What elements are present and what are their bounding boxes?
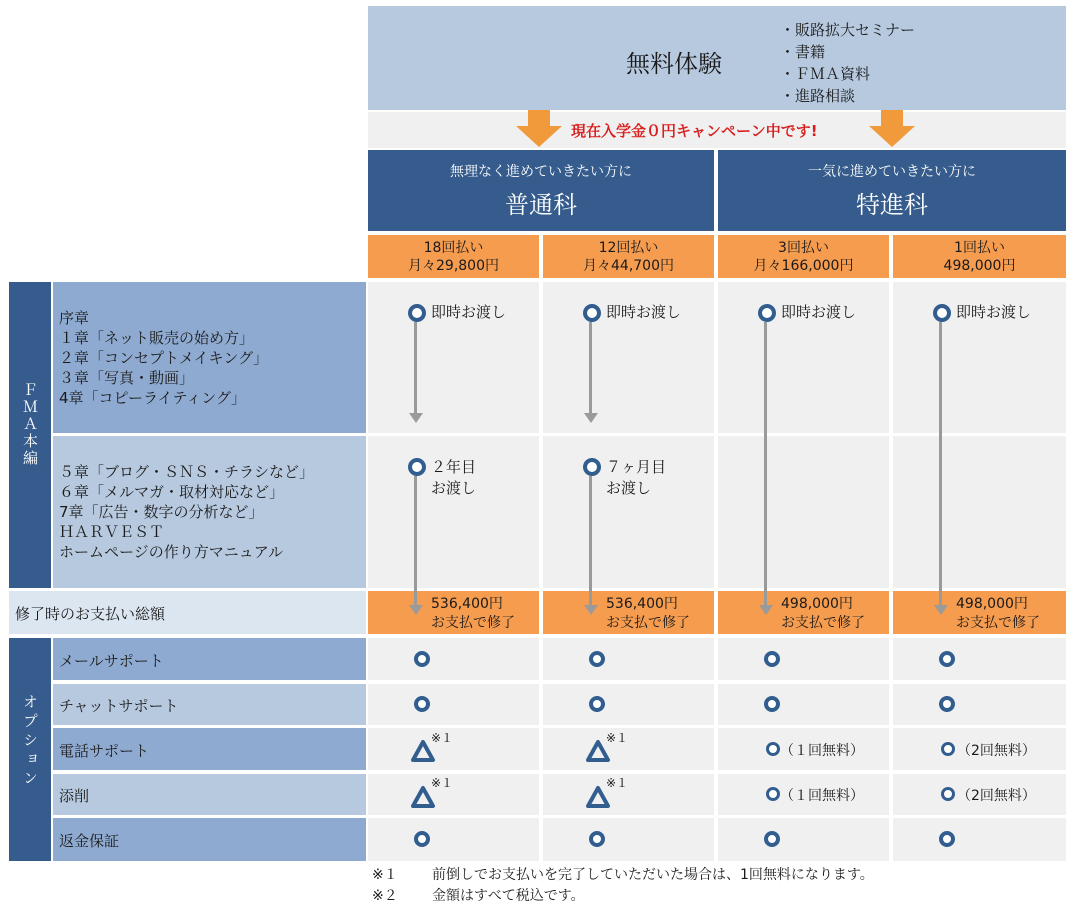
total-label-cell xyxy=(9,591,366,634)
plan-1 xyxy=(893,235,1066,278)
fma-part2-chapters: ５章「ブログ・ＳＮＳ・チラシなど」 ６章「メルマガ・取材対応など」 7章「広告・数字の分析など」 ＨＡＲＶＥＳＴ ホームページの作り方マニュアル xyxy=(59,463,315,561)
free-trial-item: ・進路相談 xyxy=(780,87,856,105)
option-name: メールサポート xyxy=(59,652,164,670)
arrow-head-icon xyxy=(584,605,598,615)
delivery-text: 即時お渡し xyxy=(606,303,682,321)
circle-mark-icon xyxy=(414,831,430,847)
free-trial-item: ・販路拡大セミナー xyxy=(780,21,916,39)
cell xyxy=(543,638,714,680)
circle-mark-icon xyxy=(766,742,780,756)
circle-mark-icon xyxy=(941,742,955,756)
flow-line xyxy=(589,476,592,606)
free-count: （１回無料） xyxy=(780,743,864,759)
arrow-head-icon xyxy=(759,605,773,615)
arrow-head-icon xyxy=(934,605,948,615)
total-value xyxy=(956,595,1040,633)
circle-mark-icon xyxy=(939,831,955,847)
delivery-later-text: お渡し xyxy=(431,479,477,497)
total-amount: 536,400円 xyxy=(606,596,678,612)
cell xyxy=(718,684,889,725)
delivery-later-year: ２年目 xyxy=(431,458,477,476)
total-amount: 498,000円 xyxy=(956,596,1028,612)
delivery-later-text: お渡し xyxy=(606,479,652,497)
cell xyxy=(368,728,539,770)
plan-installments: 1回払い xyxy=(954,239,1005,256)
plan-12 xyxy=(543,235,714,278)
total-text: お支払で修了 xyxy=(606,615,690,631)
circle-mark-icon xyxy=(414,651,430,667)
option-name: チャットサポート xyxy=(59,697,179,715)
circle-mark-icon xyxy=(933,304,951,322)
arrow-head-icon xyxy=(584,413,598,423)
down-arrow-icon xyxy=(514,110,564,148)
total-text: お支払で修了 xyxy=(781,615,865,631)
footnote xyxy=(372,864,398,884)
cell xyxy=(543,728,714,770)
option-name: 添削 xyxy=(59,787,90,805)
plan-3 xyxy=(718,235,889,278)
cell xyxy=(718,818,889,861)
circle-mark-icon xyxy=(408,458,426,476)
cell xyxy=(893,818,1066,861)
option-label: オプション xyxy=(21,694,39,789)
cell xyxy=(368,638,539,680)
free-trial-items xyxy=(780,19,915,107)
fma-label: ＦＭＡ本編 xyxy=(21,382,39,467)
flow-line xyxy=(414,476,417,606)
course-advanced xyxy=(718,150,1066,231)
option-row-label xyxy=(53,728,366,770)
circle-mark-icon xyxy=(764,651,780,667)
circle-mark-icon xyxy=(764,696,780,712)
flow-line xyxy=(414,322,417,414)
total-amount: 498,000円 xyxy=(781,596,853,612)
circle-mark-icon xyxy=(589,696,605,712)
delivery-later xyxy=(606,457,666,499)
free-trial-title: 無料体験 xyxy=(626,50,722,78)
campaign-text: 現在入学金０円キャンペーン中です! xyxy=(571,122,818,140)
plan-installments: 18回払い xyxy=(423,239,484,256)
delivery-text: 即時お渡し xyxy=(781,303,857,321)
circle-mark-icon xyxy=(583,304,601,322)
option-name: 返金保証 xyxy=(59,832,120,850)
cell xyxy=(543,818,714,861)
option-row-label xyxy=(53,684,366,725)
option-side-label xyxy=(9,638,51,861)
footnote-text: 金額はすべて税込です。 xyxy=(432,888,585,904)
cell xyxy=(893,684,1066,725)
circle-mark-icon xyxy=(939,696,955,712)
plan-price: 月々166,000円 xyxy=(753,257,854,274)
free-count: （2回無料） xyxy=(957,788,1036,804)
free-count: （2回無料） xyxy=(957,743,1036,759)
total-value xyxy=(781,595,865,633)
note-mark: ※１ xyxy=(431,776,454,790)
course-subtitle: 無理なく進めていきたい方に xyxy=(450,164,632,180)
fma-part1-chapters: 序章 １章「ネット販売の始め方」 ２章「コンセプトメイキング」 ３章「写真・動画」 4章「コピーライティング」 xyxy=(59,309,269,407)
free-trial-item: ・ＦＭＡ資料 xyxy=(780,65,871,83)
footnote-mark: ※１ xyxy=(372,867,398,883)
course-subtitle: 一気に進めていきたい方に xyxy=(808,164,976,180)
flow-line xyxy=(589,322,592,414)
footnote-text: 前倒しでお支払いを完了していただいた場合は、1回無料になります。 xyxy=(432,867,874,883)
circle-mark-icon xyxy=(941,787,955,801)
free-trial-banner xyxy=(368,6,1066,110)
circle-mark-icon xyxy=(583,458,601,476)
delivery-later xyxy=(431,457,476,499)
plan-price: 498,000円 xyxy=(943,257,1016,274)
flow-line xyxy=(764,322,767,606)
circle-mark-icon xyxy=(589,831,605,847)
note-mark: ※１ xyxy=(606,776,629,790)
arrow-head-icon xyxy=(409,605,423,615)
cell xyxy=(368,818,539,861)
circle-mark-icon xyxy=(408,304,426,322)
cell xyxy=(368,684,539,725)
free-trial-item: ・書籍 xyxy=(780,43,826,61)
circle-mark-icon xyxy=(589,651,605,667)
delivery-text: 即時お渡し xyxy=(956,303,1032,321)
fma-part1 xyxy=(53,282,366,433)
course-regular xyxy=(368,150,714,231)
total-value xyxy=(431,595,515,633)
plan-installments: 12回払い xyxy=(598,239,659,256)
cell xyxy=(543,684,714,725)
delivery-text: 即時お渡し xyxy=(431,303,507,321)
footnote-mark: ※２ xyxy=(372,888,398,904)
option-row-label xyxy=(53,638,366,680)
fma-part2 xyxy=(53,436,366,588)
circle-mark-icon xyxy=(764,831,780,847)
free-count: （１回無料） xyxy=(780,788,864,804)
plan-installments: 3回払い xyxy=(778,239,829,256)
option-row-label xyxy=(53,818,366,861)
cell xyxy=(368,774,539,815)
arrow-head-icon xyxy=(409,413,423,423)
total-text: お支払で修了 xyxy=(956,615,1040,631)
fma-side-label xyxy=(9,282,51,588)
option-row-label xyxy=(53,774,366,815)
footnote xyxy=(372,885,398,905)
plan-price: 月々44,700円 xyxy=(583,257,674,274)
note-mark: ※１ xyxy=(431,731,454,745)
cell xyxy=(543,774,714,815)
total-label: 修了時のお支払い総額 xyxy=(15,605,166,623)
circle-mark-icon xyxy=(939,651,955,667)
plan-18 xyxy=(368,235,539,278)
note-mark: ※１ xyxy=(606,731,629,745)
cell xyxy=(893,638,1066,680)
course-name: 特進科 xyxy=(856,191,928,219)
course-name: 普通科 xyxy=(505,191,577,219)
cell xyxy=(718,436,889,588)
flow-line xyxy=(939,322,942,606)
down-arrow-icon xyxy=(867,110,917,148)
delivery-later-month: ７ヶ月目 xyxy=(606,458,667,476)
circle-mark-icon xyxy=(758,304,776,322)
option-name: 電話サポート xyxy=(59,742,150,760)
total-text: お支払で修了 xyxy=(431,615,515,631)
circle-mark-icon xyxy=(766,787,780,801)
circle-mark-icon xyxy=(414,696,430,712)
cell xyxy=(893,436,1066,588)
total-amount: 536,400円 xyxy=(431,596,503,612)
cell xyxy=(718,638,889,680)
plan-price: 月々29,800円 xyxy=(408,257,499,274)
total-value xyxy=(606,595,690,633)
